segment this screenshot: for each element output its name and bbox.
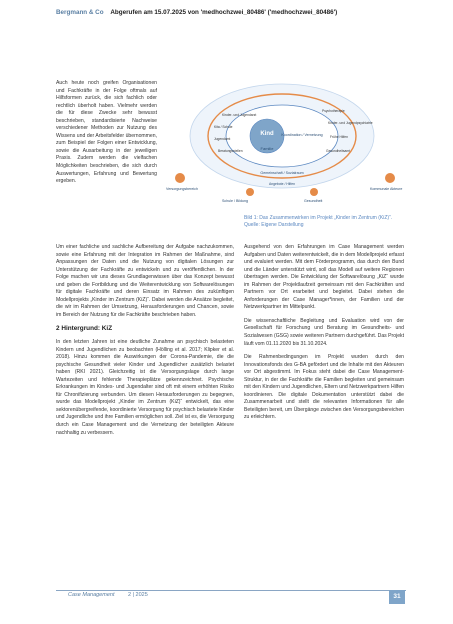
- ring-left-item: Jugendamt: [214, 137, 231, 141]
- section-heading: 2 Hintergrund: KiZ: [56, 325, 113, 333]
- right-paragraph-2: Die wissenschaftliche Begleitung und Evaluation wird von der Gesellschaft für Forschung und Beratung im Gesundheits- und Sozialwesen (GSG) sowie weiteren Partnern durchgeführt. Das Projekt läuft vom 01.11.2020 bis 31.10.2024.: [244, 317, 404, 347]
- family-label: Familie: [260, 146, 274, 151]
- journal-name: Bergmann & Co: [56, 9, 104, 16]
- bottom-right-label: Gesundheit: [304, 199, 323, 203]
- school-icon: [246, 188, 254, 196]
- corner-right-label: Kommunale Akteure: [370, 187, 403, 191]
- bottom-center-label: Gemeinschaft / Sozialraum: [260, 171, 304, 175]
- right-paragraph-1: Ausgehend von den Erfahrungen im Case Management werden Aufgaben und Daten weiterentwickelt, die in dem Modellprojekt erfasst und evaluiert werden. Mit dem Förderprogramm, das durch den Bund und die Länder unterstützt wird, soll das Modell auf weitere Regionen übertragen werden. Die Entwicklung der Softwarelösung „KiZ“ wurde im Rahmen der Projektlaufzeit gemeinsam mit den Fachkräften und Partnern vor Ort erarbeitet und begleitet. Dabei stehen die Anforderungen der Case Manager*innen, der Familien und der Netzwerkpartner im Mittelpunkt.: [244, 244, 404, 311]
- corner-left-label: Versorgungsbereich: [166, 187, 198, 191]
- ring-right-item: Frühe Hilfen: [330, 135, 348, 139]
- left-column-bottom: [56, 244, 234, 584]
- left-column-top: [56, 80, 157, 242]
- building-icon: [385, 173, 395, 183]
- ring-right-item: Gesundheitsamt: [326, 149, 351, 153]
- ring-left-item: Kinder- und Jugendarzt: [222, 113, 257, 117]
- bottom-left-label: Schule / Bildung: [222, 199, 248, 203]
- footer-journal: Case Management: [68, 592, 115, 598]
- page-header: [56, 6, 426, 20]
- figure-caption: Bild 1: Das Zusammenwirken im Projekt „Kinder im Zentrum (KiZ)“. Quelle: Eigene Darstellung: [244, 215, 393, 228]
- ring-right-item: Kinder- und Jugendpsychiatrie: [328, 121, 373, 125]
- left-top-paragraph: Auch heute noch greifen Organisationen und Fachkräfte in der Folge oftmals auf Hilfsformen zurück, die sich fachlich oder rechtlich überholt haben. Vielmehr werden die für diese Zwecke sehr bewusst beschrieben, standardisierte Nachweise verschiedener Methoden zur Nutzung des Wissens und der Arbeitsfelder übernommen, zum Beispiel der Folgen einer Entwicklung, sowie die Ausarbeitung in der jeweiligen Praxis. Zudem werden die vielfachen Möglichkeiten beschrieben, die sich durch Auswertungen, Erfahrung und Bewertung ergeben.: [56, 80, 157, 185]
- page-number: 31: [389, 590, 405, 604]
- right-column: [244, 244, 404, 584]
- ring-left-item: Kita / Schule: [214, 125, 233, 129]
- project-diagram: [162, 78, 408, 204]
- ring-left-item: Beratungsstellen: [218, 149, 243, 153]
- ring-right-item: Psychotherapie: [322, 109, 345, 113]
- coordination-label: Koordination / Vernetzung: [281, 133, 323, 137]
- person-icon: [175, 173, 185, 183]
- left-paragraph-2: In den letzten Jahren ist eine deutliche Zunahme an psychisch belasteten Kindern und Jugendlichen zu beobachten (Hölling et al. 2017; Klipker et al. 2018). Hinzu kommen die Auswirkungen der Corona-Pandemie, die die psychische Gesundheit vieler Kinder und Jugendlicher zusätzlich belastet haben (RKI 2021). Gleichzeitig ist die Versorgungslage durch lange Wartezeiten und fehlende Therapieplätze gekennzeichnet. Psychische Erkrankungen im Kindes- und Jugendalter sind oft mit einem erhöhten Risiko für Chronifizierung verbunden. Um diesen Herausforderungen zu begegnen, wurde das Modellprojekt „Kinder im Zentrum (KiZ)“ entwickelt, das eine sektorenübergreifende, koordinierte Versorgung für psychisch belastete Kinder und Jugendliche und ihre Familien ermöglichen soll. Ziel ist es, die Versorgung durch ein Case Management und die Vernetzung der beteiligten Akteure nachhaltig zu verbessern.: [56, 339, 234, 436]
- download-note: Abgerufen am 15.07.2025 von 'medhochzwei_80486' ('medhochzwei_80486'): [110, 9, 338, 16]
- right-paragraph-3: Die Rahmenbedingungen im Projekt wurden durch den Innovationsfonds des G-BA gefördert und die Inhalte mit den Akteuren vor Ort abgestimmt. Im Fokus steht dabei die Case Management-Struktur, in der die Fachkräfte die Familien begleiten und gemeinsam mit den Kindern und Jugendlichen, Eltern und Netzwerkpartnern Hilfen koordinieren. Die digitale Dokumentation unterstützt dabei die Zusammenarbeit und stellt die relevanten Informationen für alle Beteiligten bereit, um Übergänge zwischen den Versorgungsbereichen zu erleichtern.: [244, 354, 404, 421]
- left-paragraph-1: Um einer fachliche und sachliche Aufbereitung der Aufgabe nachzukommen, sowie eine Erfahrung mit der Integration im Rahmen der Maßnahme, sind Anpassungen der Daten und die Nutzung von digitalen Lösungen zur Unterstützung der Fachkräfte zu entwickeln und zu veröffentlichen. In der Folge machen wir uns dieses Grundlagenwissen über das Konzept bewusst und geben die Fortbildung und die Weiterentwicklung von Softwarelösungen für digitale Fachkräfte und deren Einsatz im Rahmen des zukünftigen Modellprojekts „Kinder im Zentrum (KiZ)“. Dabei werden die Ansätze begleitet, die wir im Rahmen der Umsetzung, Herausforderungen und Chancen, sowie im Bereich der Nutzung für die Fachkräfte beschrieben haben.: [56, 244, 234, 318]
- center-label: Kind: [260, 131, 274, 137]
- footer-issue: 2 | 2025: [128, 592, 148, 598]
- page-footer: [56, 590, 406, 602]
- health-icon: [310, 188, 318, 196]
- bottom-label: Angebote / Hilfen: [268, 182, 296, 186]
- diagram-svg: [162, 78, 408, 204]
